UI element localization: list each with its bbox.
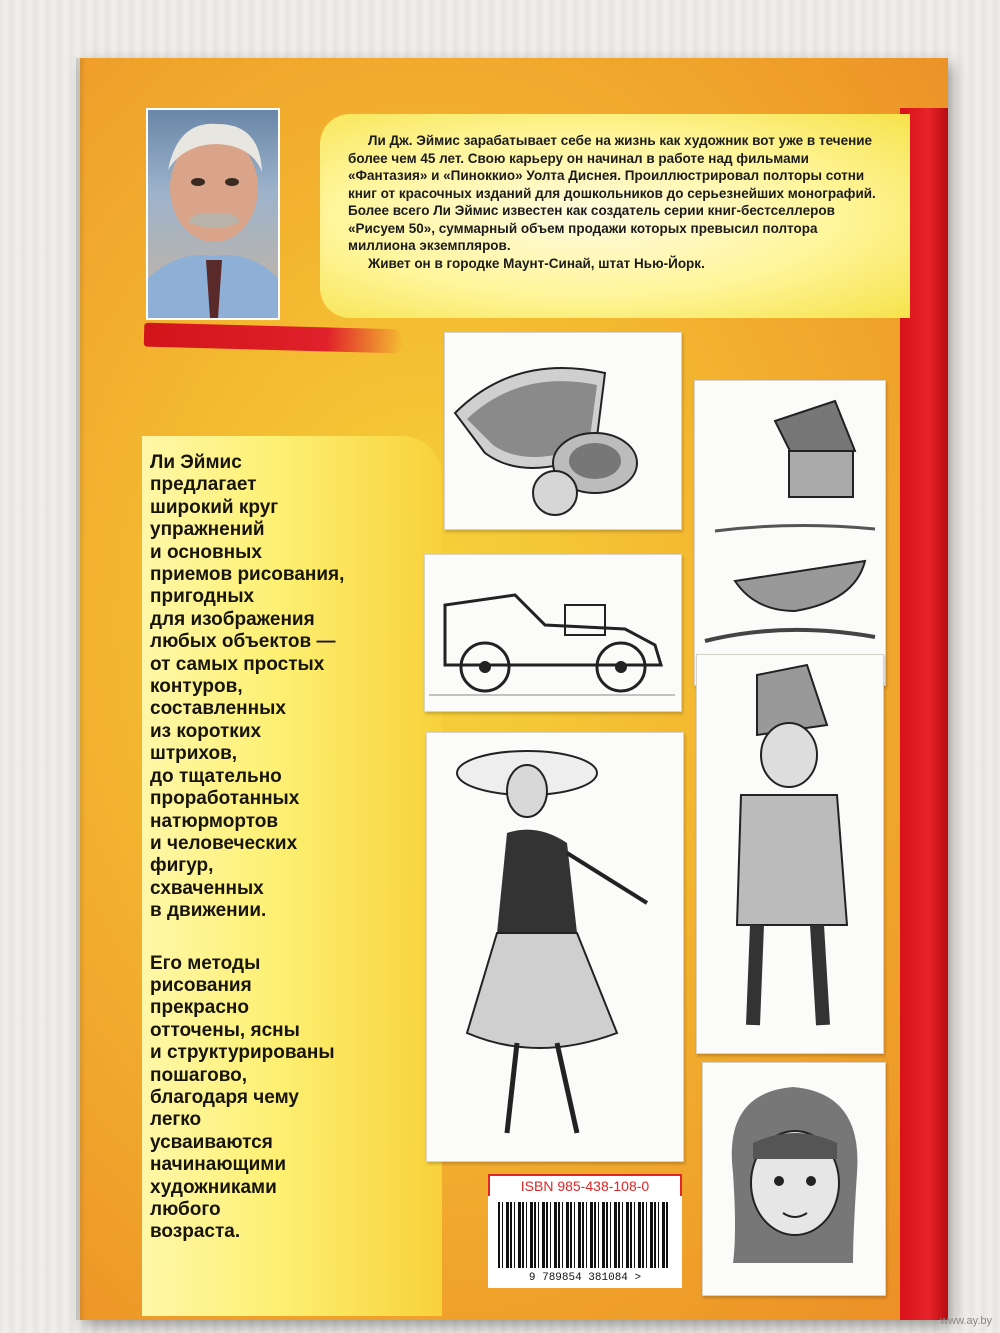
illustration-woman-hat <box>426 732 684 1162</box>
bio-paragraph: Живет он в городке Маунт-Синай, штат Нью-Йорк. <box>368 255 705 271</box>
illustration-girl-face <box>702 1062 886 1296</box>
description-text <box>150 452 460 1274</box>
site-watermark: www.ay.by <box>940 1315 992 1327</box>
bio-paragraph: Ли Дж. Эймис зарабатывает себе на жизнь как художник вот уже в течение более чем 45 лет. Свою карьеру он начинал в работе над фильмами «Фантазия» и «Пиноккио» Уолта Диснея. Проиллюстрировал полторы сотни книг от красочных изданий для дошкольников до серьезнейших монографий. Более всего Ли Эймис известен как создатель серии книг-бестселлеров «Рисуем 50», суммарный объем продажи которых превысил полтора миллиона экземпляров. <box>348 133 876 253</box>
description-paragraph: Ли Эймис предлагает широкий круг упражнений и основных приемов рисования, пригодных для изображения любых объектов — от самых простых контуров, составленных из коротких штрихов, до тщательно проработанных натюрмортов и человеческих фигур, схваченных в движении. <box>150 452 345 922</box>
spine-shadow <box>76 58 86 1320</box>
author-bio-text <box>348 132 888 272</box>
illustration-house-boat <box>694 380 886 686</box>
isbn-label: ISBN 985-438-108-0 <box>488 1174 682 1198</box>
description-paragraph: Его методы рисования прекрасно отточены, ясны и структурированы пошагово, благодаря чему легко усваиваются начинающими художниками любого возраста. <box>150 952 335 1243</box>
red-brush-stroke <box>144 323 405 354</box>
description-box <box>142 436 442 1316</box>
illustration-watermelon <box>444 332 682 530</box>
author-bio-box <box>320 114 910 318</box>
illustration-boy-coat <box>696 654 884 1054</box>
barcode-number: 9 789854 381084 > <box>528 1272 642 1284</box>
illustration-car <box>424 554 682 712</box>
author-portrait <box>146 108 280 320</box>
book-back-cover <box>80 58 948 1320</box>
barcode-bars <box>498 1202 670 1268</box>
barcode <box>488 1196 682 1288</box>
